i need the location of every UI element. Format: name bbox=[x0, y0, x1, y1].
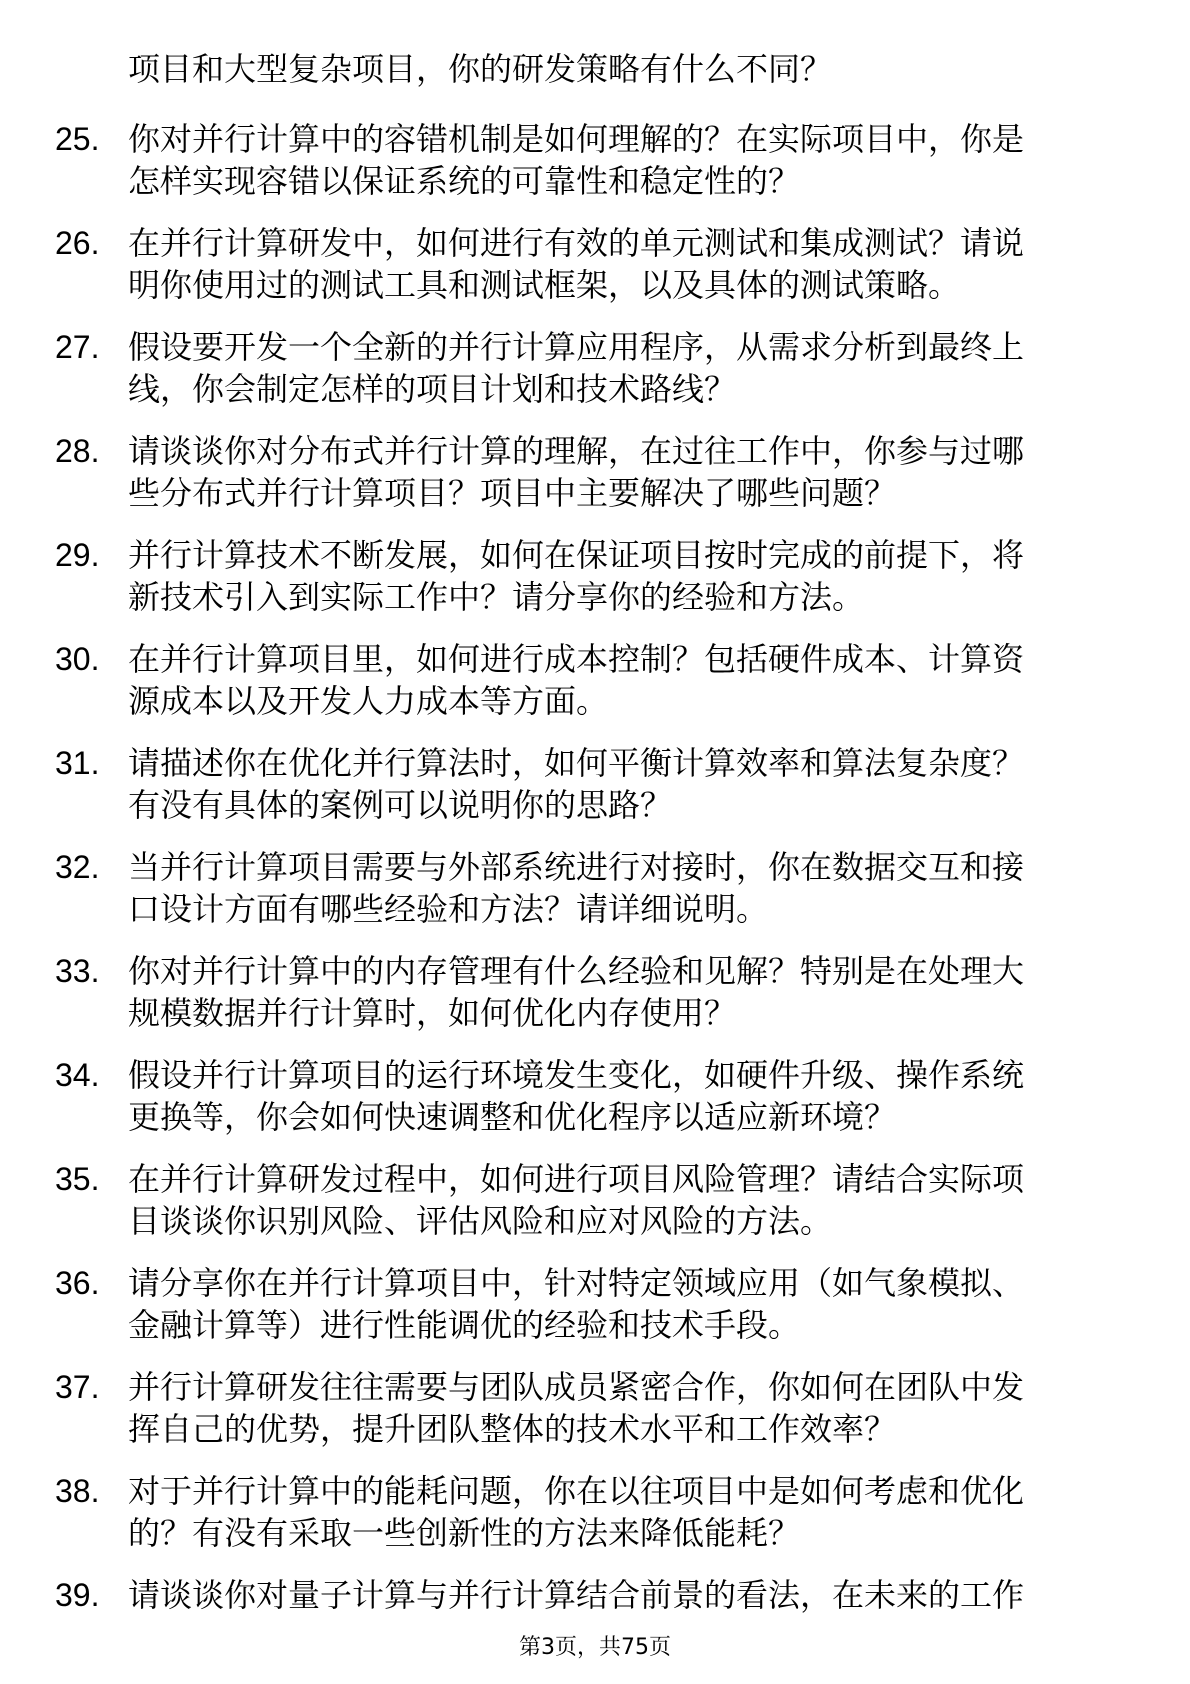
question-text-line: 在并行计算研发过程中，如何进行项目风险管理？请结合实际项 bbox=[128, 1160, 1025, 1198]
question-number: 35. bbox=[55, 1161, 100, 1197]
question-text-line: 规模数据并行计算时，如何优化内存使用？ bbox=[128, 994, 737, 1032]
question-text-line: 你对并行计算中的内存管理有什么经验和见解？特别是在处理大 bbox=[128, 952, 1025, 990]
question-number: 29. bbox=[55, 537, 100, 573]
question-number: 36. bbox=[55, 1265, 100, 1301]
continuation-text: 项目和大型复杂项目，你的研发策略有什么不同？ bbox=[128, 50, 833, 88]
question-text-line: 假设并行计算项目的运行环境发生变化，如硬件升级、操作系统 bbox=[128, 1056, 1025, 1094]
question-text-line: 新技术引入到实际工作中？请分享你的经验和方法。 bbox=[128, 578, 865, 616]
question-number: 27. bbox=[55, 329, 100, 365]
question-number: 25. bbox=[55, 121, 100, 157]
question-text-line: 有没有具体的案例可以说明你的思路？ bbox=[128, 786, 673, 824]
question-text-line: 请谈谈你对分布式并行计算的理解，在过往工作中，你参与过哪 bbox=[128, 432, 1025, 470]
question-item bbox=[0, 1574, 1190, 1678]
question-item bbox=[0, 326, 1190, 430]
question-text-line: 线，你会制定怎样的项目计划和技术路线？ bbox=[128, 370, 737, 408]
question-text-line: 并行计算技术不断发展，如何在保证项目按时完成的前提下，将 bbox=[128, 536, 1025, 574]
question-text-line: 挥自己的优势，提升团队整体的技术水平和工作效率？ bbox=[128, 1410, 897, 1448]
question-text-line: 你对并行计算中的容错机制是如何理解的？在实际项目中，你是 bbox=[128, 120, 1025, 158]
question-number: 34. bbox=[55, 1057, 100, 1093]
question-text-line: 明你使用过的测试工具和测试框架，以及具体的测试策略。 bbox=[128, 266, 961, 304]
question-list bbox=[0, 118, 1190, 1678]
question-text-line: 目谈谈你识别风险、评估风险和应对风险的方法。 bbox=[128, 1202, 833, 1240]
question-text-line: 的？有没有采取一些创新性的方法来降低能耗？ bbox=[128, 1514, 801, 1552]
question-text-line: 些分布式并行计算项目？项目中主要解决了哪些问题？ bbox=[128, 474, 897, 512]
question-text-line: 请谈谈你对量子计算与并行计算结合前景的看法，在未来的工作 bbox=[128, 1576, 1025, 1614]
question-item bbox=[0, 1262, 1190, 1366]
question-number: 31. bbox=[55, 745, 100, 781]
question-text-line: 在并行计算研发中，如何进行有效的单元测试和集成测试？请说 bbox=[128, 224, 1025, 262]
question-item bbox=[0, 1054, 1190, 1158]
question-item bbox=[0, 950, 1190, 1054]
question-text-line: 在并行计算项目里，如何进行成本控制？包括硬件成本、计算资 bbox=[128, 640, 1025, 678]
question-text-line: 请描述你在优化并行算法时，如何平衡计算效率和算法复杂度？ bbox=[128, 744, 1025, 782]
question-item bbox=[0, 1366, 1190, 1470]
question-number: 28. bbox=[55, 433, 100, 469]
question-text-line: 假设要开发一个全新的并行计算应用程序，从需求分析到最终上 bbox=[128, 328, 1025, 366]
question-item bbox=[0, 222, 1190, 326]
question-number: 32. bbox=[55, 849, 100, 885]
page-footer: 第3页，共75页 bbox=[519, 1635, 671, 1660]
question-text-line: 口设计方面有哪些经验和方法？请详细说明。 bbox=[128, 890, 769, 928]
question-item bbox=[0, 118, 1190, 222]
question-text-line: 更换等，你会如何快速调整和优化程序以适应新环境？ bbox=[128, 1098, 897, 1136]
question-text-line: 并行计算研发往往需要与团队成员紧密合作，你如何在团队中发 bbox=[128, 1368, 1025, 1406]
question-item bbox=[0, 846, 1190, 950]
question-text-line: 金融计算等）进行性能调优的经验和技术手段。 bbox=[128, 1306, 801, 1344]
question-text-line: 源成本以及开发人力成本等方面。 bbox=[128, 682, 609, 720]
question-item bbox=[0, 430, 1190, 534]
question-number: 38. bbox=[55, 1473, 100, 1509]
question-text-line: 当并行计算项目需要与外部系统进行对接时，你在数据交互和接 bbox=[128, 848, 1025, 886]
question-item bbox=[0, 1470, 1190, 1574]
question-text-line: 请分享你在并行计算项目中，针对特定领域应用（如气象模拟、 bbox=[128, 1264, 1025, 1302]
question-item bbox=[0, 534, 1190, 638]
question-text-line: 对于并行计算中的能耗问题，你在以往项目中是如何考虑和优化 bbox=[128, 1472, 1025, 1510]
question-item bbox=[0, 1158, 1190, 1262]
question-number: 37. bbox=[55, 1369, 100, 1405]
question-number: 26. bbox=[55, 225, 100, 261]
question-text-line: 怎样实现容错以保证系统的可靠性和稳定性的？ bbox=[128, 162, 801, 200]
question-item bbox=[0, 638, 1190, 742]
question-number: 39. bbox=[55, 1577, 100, 1613]
question-item bbox=[0, 742, 1190, 846]
question-number: 30. bbox=[55, 641, 100, 677]
question-number: 33. bbox=[55, 953, 100, 989]
